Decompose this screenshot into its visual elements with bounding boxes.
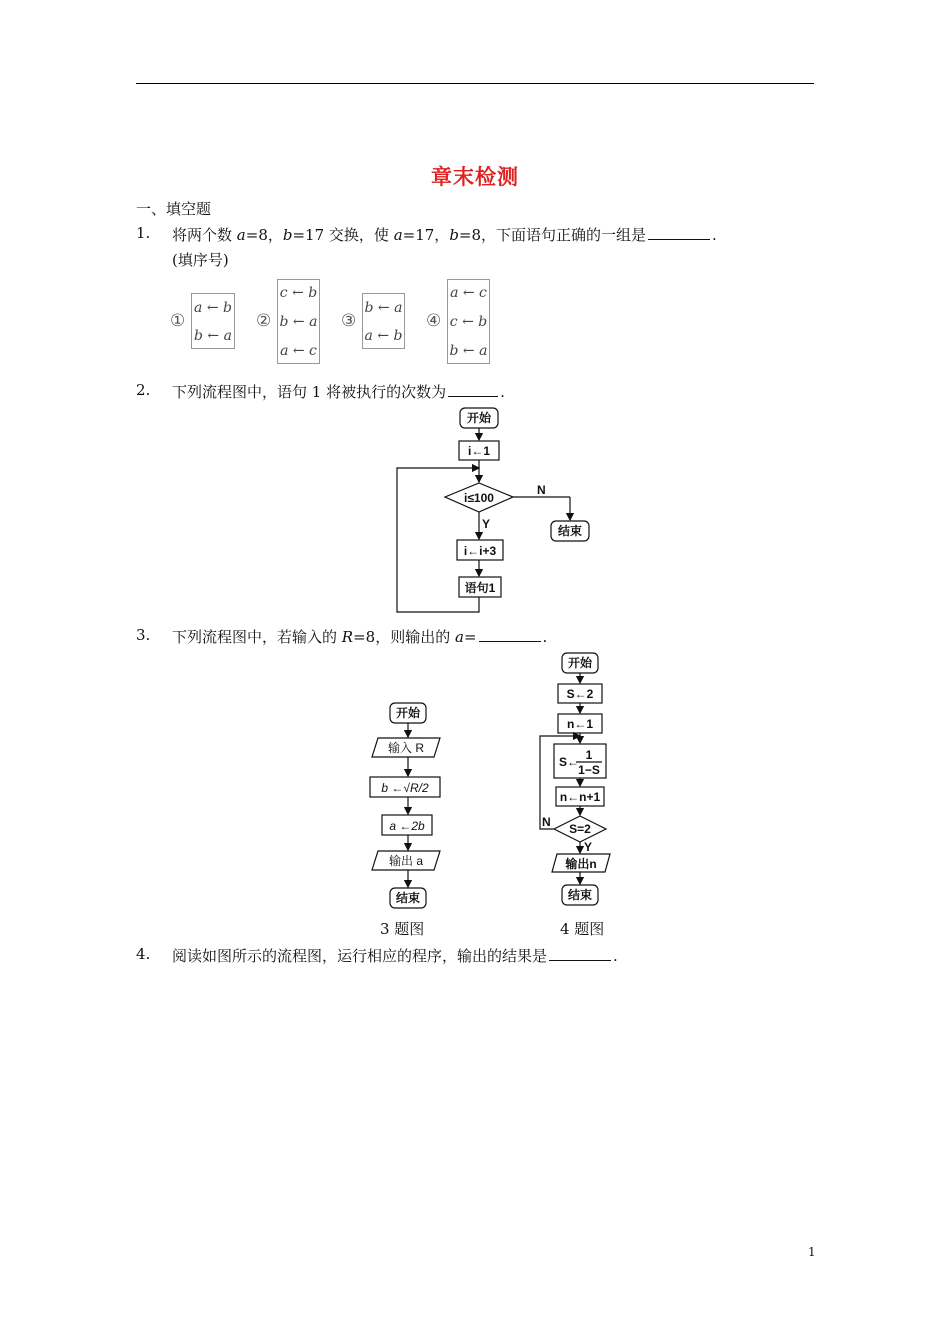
q1-option-3-box — [362, 293, 405, 349]
option-line: c ← b — [449, 314, 488, 330]
q4-flowchart — [530, 648, 640, 910]
q1-option-1-box — [191, 293, 235, 349]
q4-increment-label: n←n+1 — [559, 790, 601, 804]
q2-text: 下列流程图中，语句 1 将被执行的次数为 . — [172, 383, 505, 401]
q4-yes-label: Y — [584, 840, 593, 854]
q4-no-label: N — [542, 815, 551, 829]
q3-number: 3. — [136, 626, 151, 644]
option-line: a ← b — [194, 300, 232, 316]
option-line: a ← c — [450, 285, 487, 301]
q1-option-4-label: ④ — [426, 311, 442, 331]
q3-caption: 3 题图 — [380, 920, 425, 938]
option-line: c ← b — [279, 285, 318, 301]
q3-step2-label: a ←2b — [389, 819, 425, 833]
page-number: 1 — [808, 1245, 816, 1259]
q4-condition-label: S=2 — [569, 822, 591, 836]
option-line: b ← a — [194, 328, 232, 344]
q1-option-2-label: ② — [256, 311, 272, 331]
q4-caption: 4 题图 — [560, 920, 605, 938]
q1-option-4-box — [447, 279, 490, 364]
q3-end-label: 结束 — [395, 891, 421, 905]
q1-answer-blank[interactable] — [648, 225, 710, 240]
q1-option-3-label: ③ — [341, 311, 357, 331]
q2-number: 2. — [136, 381, 151, 399]
q4-start-label: 开始 — [567, 656, 593, 670]
q4-init-n-label: n←1 — [566, 717, 594, 731]
q3-start-label: 开始 — [395, 706, 421, 720]
q3-text: 下列流程图中，若输入的 R=8，则输出的 a= . — [172, 628, 548, 646]
q4-fraction-numerator: 1 — [585, 748, 593, 762]
q2-update-label: i←i+3 — [463, 544, 497, 558]
q1-number: 1. — [136, 224, 151, 242]
q2-condition-label: i≤100 — [464, 491, 494, 505]
q2-flowchart — [380, 400, 620, 620]
q4-output-label: 输出n — [565, 857, 597, 871]
q1-option-2-box — [277, 279, 320, 364]
q3-input-label: 输入 R — [387, 741, 425, 755]
q4-text: 阅读如图所示的流程图，运行相应的程序，输出的结果是 . — [172, 947, 618, 965]
option-line: b ← a — [364, 300, 403, 316]
section-heading: 一、填空题 — [136, 200, 212, 218]
q2-no-label: N — [537, 483, 546, 497]
q2-end-label: 结束 — [557, 524, 583, 538]
q4-end-label: 结束 — [567, 888, 593, 902]
q4-assign-lhs-label: S← — [559, 755, 580, 769]
q1-note: (填序号) — [172, 251, 229, 269]
q3-flowchart — [360, 698, 460, 914]
header-rule — [136, 83, 814, 84]
option-line: b ← a — [279, 314, 318, 330]
q4-fraction-denominator: 1−S — [578, 763, 600, 777]
q3-output-label: 输出 a — [388, 854, 424, 868]
q1-text: 将两个数 a=8，b=17 交换，使 a=17，b=8，下面语句正确的一组是 . — [172, 226, 717, 244]
q2-start-label: 开始 — [466, 411, 492, 425]
q3-step1-label: b ←√R/2 — [381, 781, 429, 795]
q4-answer-blank[interactable] — [549, 946, 611, 961]
q2-init-label: i←1 — [467, 444, 491, 458]
option-line: b ← a — [449, 343, 488, 359]
option-line: a ← b — [364, 328, 403, 344]
q2-statement-label: 语句1 — [464, 581, 496, 595]
q4-number: 4. — [136, 945, 151, 963]
q2-yes-label: Y — [482, 517, 491, 531]
q3-answer-blank[interactable] — [479, 627, 541, 642]
q2-answer-blank[interactable] — [448, 382, 498, 397]
page-title: 章末检测 — [431, 164, 519, 189]
option-line: a ← c — [280, 343, 317, 359]
q1-option-1-label: ① — [170, 311, 186, 331]
q4-init-s-label: S←2 — [566, 687, 594, 701]
